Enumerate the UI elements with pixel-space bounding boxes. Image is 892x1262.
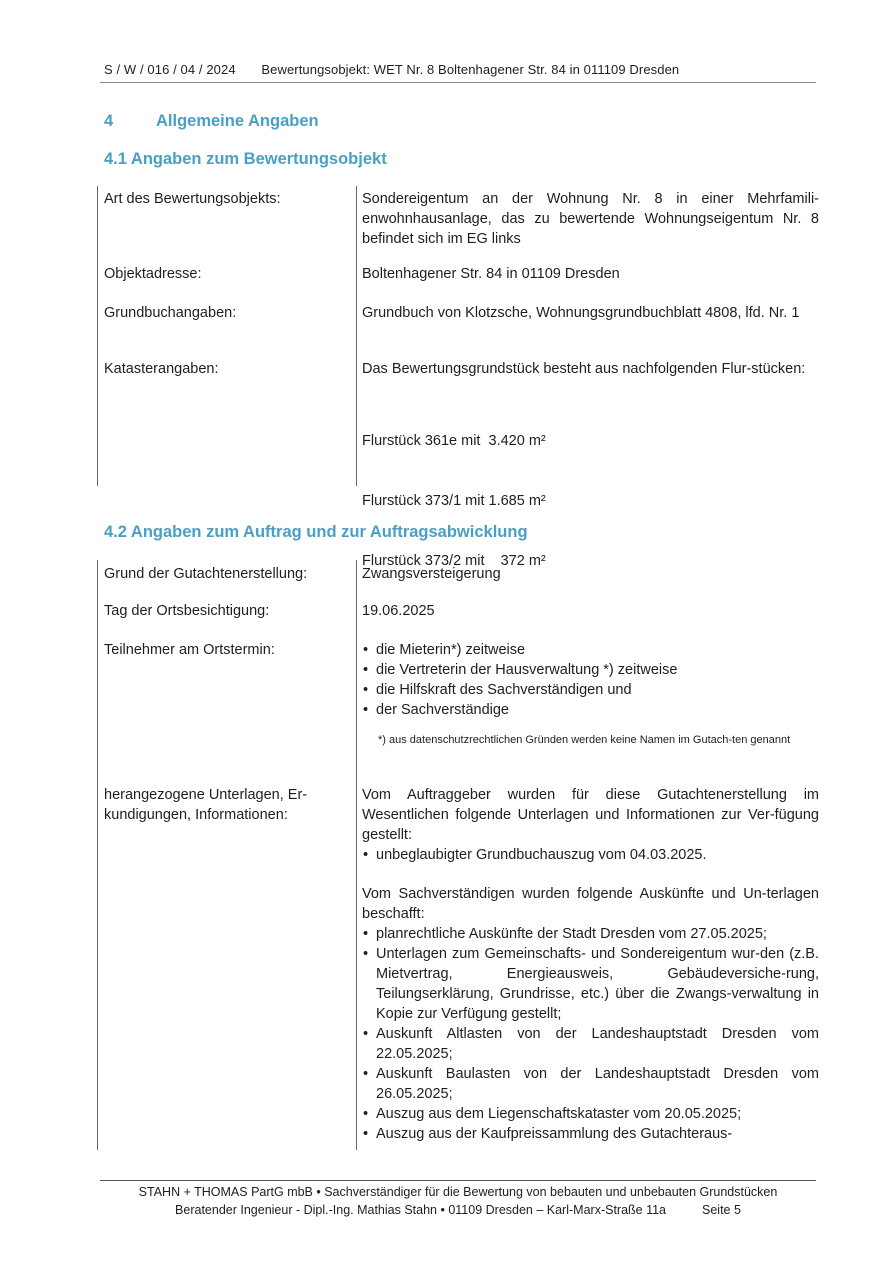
value-ortsbesichtigung: 19.06.2025: [362, 603, 435, 619]
value-grund: Zwangsversteigerung: [362, 566, 501, 582]
value-objektadresse: Boltenhagener Str. 84 in 01109 Dresden: [362, 266, 620, 282]
list-item: • Auszug aus der Kaufpreissammlung des Gutachteraus-: [362, 1124, 819, 1144]
value-art: Sondereigentum an der Wohnung Nr. 8 in einer Mehrfamili-enwohnhausanlage, das zu bewertende Wohnungseigentum Nr. 8 befindet sich im EG links: [362, 191, 819, 247]
privacy-note: *) aus datenschutzrechtlichen Gründen werden keine Namen im Gutach-ten genannt: [378, 734, 791, 746]
list-item: • planrechtliche Auskünfte der Stadt Dresden vom 27.05.2025;: [362, 924, 819, 944]
document-reference: S / W / 016 / 04 / 2024: [104, 62, 236, 77]
list-item: • Auszug aus dem Liegenschaftskataster vom 20.05.2025;: [362, 1104, 819, 1124]
left-column-border: [97, 186, 98, 486]
participant-list: [362, 640, 819, 720]
section-number: 4: [104, 112, 114, 130]
label-grund: Grund der Gutachtenerstellung:: [104, 566, 308, 582]
documents-list: [362, 924, 819, 1144]
header-divider: [100, 82, 816, 83]
section-title: Allgemeine Angaben: [156, 112, 319, 130]
subsection-heading-4-1: 4.1 Angaben zum Bewertungsobjekt: [104, 150, 387, 168]
unterlagen-intro: Vom Auftraggeber wurden für diese Gutachtenerstellung im Wesentlichen folgende Unterlagen und Informationen zur Ver-fügung gestellt:: [362, 787, 819, 843]
list-item: • die Vertreterin der Hausverwaltung *) zeitweise: [362, 660, 819, 680]
unterlagen-intro: Vom Sachverständigen wurden folgende Auskünfte und Un-terlagen beschafft:: [362, 886, 819, 922]
footer-engineer: Beratender Ingenieur - Dipl.-Ing. Mathias Stahn • 01109 Dresden – Karl-Marx-Straße 11a: [175, 1203, 667, 1217]
value-grundbuch: Grundbuch von Klotzsche, Wohnungsgrundbuchblatt 4808, lfd. Nr. 1: [362, 305, 800, 321]
parcel-item: Flurstück 373/2 mit 372 m²: [362, 553, 546, 569]
footer-address: [100, 1203, 816, 1217]
page-header: [104, 62, 679, 77]
list-item: • die Mieterin*) zeitweise: [362, 640, 819, 660]
label-ortsbesichtigung: Tag der Ortsbesichtigung:: [104, 603, 270, 619]
value-unterlagen: [362, 785, 819, 1144]
left-column-border: [97, 560, 98, 1150]
label-objektadresse: Objektadresse:: [104, 266, 202, 282]
parcel-item: Flurstück 361e mit 3.420 m²: [362, 433, 546, 449]
label-teilnehmer: Teilnehmer am Ortstermin:: [104, 642, 275, 658]
parcel-item: Flurstück 373/1 mit 1.685 m²: [362, 493, 546, 509]
kataster-text: Das Bewertungsgrundstück besteht aus nachfolgenden Flur-stücken:: [362, 361, 806, 377]
value-column-border: [356, 186, 357, 486]
label-kataster: Katasterangaben:: [104, 361, 219, 377]
label-art: Art des Bewertungsobjekts:: [104, 191, 281, 207]
valuation-object: Bewertungsobjekt: WET Nr. 8 Boltenhagener Str. 84 in 011109 Dresden: [261, 62, 680, 77]
list-item: • Auskunft Altlasten von der Landeshauptstadt Dresden vom 22.05.2025;: [362, 1024, 819, 1064]
list-item: • die Hilfskraft des Sachverständigen und: [362, 680, 819, 700]
value-column-border: [356, 560, 357, 1150]
footer-divider: [100, 1180, 816, 1181]
subsection-heading-4-2: 4.2 Angaben zum Auftrag und zur Auftragsabwicklung: [104, 523, 528, 541]
page-number: Seite 5: [702, 1203, 741, 1217]
label-grundbuch: Grundbuchangaben:: [104, 305, 237, 321]
list-item: • der Sachverständige: [362, 700, 819, 720]
list-item: • Unterlagen zum Gemeinschafts- und Sondereigentum wur-den (z.B. Mietvertrag, Energieausweis, Gebäudeversiche-rung, Teilungserklärung, Grundrisse, etc.) über die Zwangs-verwaltung in Kopie zur Verfügung gestellt;: [362, 944, 819, 1024]
section-heading: [104, 112, 319, 131]
documents-list: [362, 845, 819, 865]
footer-company: STAHN + THOMAS PartG mbB • Sachverständiger für die Bewertung von bebauten und unbebauten Grundstücken: [138, 1185, 778, 1199]
list-item: • unbeglaubigter Grundbuchauszug vom 04.03.2025.: [362, 845, 819, 865]
value-teilnehmer: [362, 640, 819, 748]
list-item: • Auskunft Baulasten von der Landeshauptstadt Dresden vom 26.05.2025;: [362, 1064, 819, 1104]
label-unterlagen: herangezogene Unterlagen, Er-kundigungen, Informationen:: [104, 787, 308, 823]
